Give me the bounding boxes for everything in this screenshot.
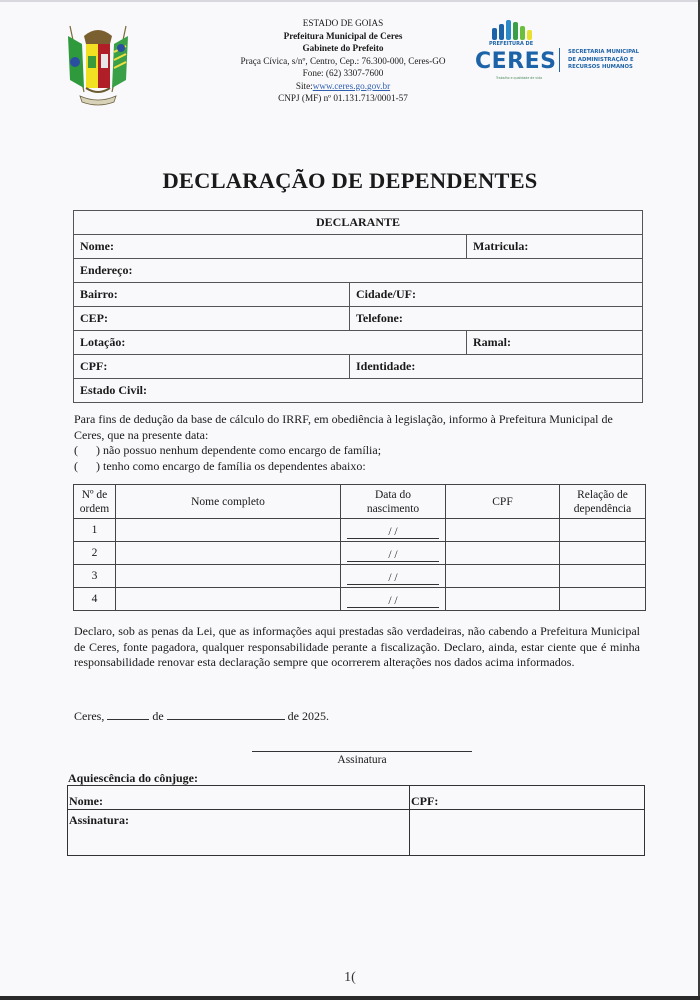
header-line: Data do xyxy=(374,488,412,501)
spouse-cpf-field[interactable]: CPF: xyxy=(410,786,645,810)
identidade-field[interactable]: Identidade: xyxy=(350,355,643,379)
page-edge xyxy=(0,996,700,1000)
option-has-dependents xyxy=(74,459,366,475)
birth-date-cell[interactable] xyxy=(341,519,446,542)
row-number: 2 xyxy=(74,542,116,565)
year-label: de 2025. xyxy=(287,709,329,723)
table-row xyxy=(74,565,646,588)
phone: Fone: (62) 3307-7600 xyxy=(302,68,384,78)
telefone-field[interactable]: Telefone: xyxy=(350,307,643,331)
checkbox-close[interactable]: ) xyxy=(96,459,100,473)
spouse-empty-cell[interactable] xyxy=(410,810,645,856)
row-number: 3 xyxy=(74,565,116,588)
row-number: 1 xyxy=(74,519,116,542)
col-header-birth xyxy=(341,485,446,519)
name-cell[interactable] xyxy=(116,588,341,611)
dependents-table xyxy=(73,484,646,611)
ramal-field[interactable]: Ramal: xyxy=(467,331,643,355)
secretaria-line: RECURSOS HUMANOS xyxy=(568,64,633,70)
name-cell[interactable] xyxy=(116,542,341,565)
name-cell[interactable] xyxy=(116,565,341,588)
relation-cell[interactable] xyxy=(560,565,646,588)
prefecture-name: Prefeitura Municipal de Ceres xyxy=(283,30,403,41)
de-label: de xyxy=(152,709,164,723)
date-placeholder: / / xyxy=(388,595,398,607)
option-text: tenho como encargo de família os dependentes abaixo: xyxy=(103,459,366,473)
signature-label: Assinatura xyxy=(337,754,387,766)
logo-divider xyxy=(559,48,560,72)
date-underline xyxy=(347,607,439,608)
ceres-tagline: Trabalho e qualidade de vida xyxy=(496,76,543,80)
birth-date-cell[interactable] xyxy=(341,588,446,611)
birth-date-cell[interactable] xyxy=(341,565,446,588)
office-name: Gabinete do Prefeito xyxy=(302,43,384,53)
date-underline xyxy=(347,584,439,585)
secretaria-name xyxy=(568,49,639,72)
state-name: ESTADO DE GOIAS xyxy=(302,18,384,28)
cpf-cell[interactable] xyxy=(446,588,560,611)
declarante-table xyxy=(73,210,643,403)
col-header-cpf: CPF xyxy=(446,485,560,519)
declaration-paragraph: Declaro, sob as penas da Lei, que as informações aqui prestadas são verdadeiras, não cabendo a Prefeitura Municipal de Ceres, fonte pagadora, qualquer responsabilidade perante a fiscalização. Declaro, ainda, estar ciente que é minha responsabilidade renovar esta declaração sempre que ocorrerem alterações nos dados acima informados. xyxy=(74,624,640,669)
row-number: 4 xyxy=(74,588,116,611)
ceres-logo xyxy=(472,16,662,78)
site-label: Site: xyxy=(295,80,313,91)
checkbox-open[interactable]: ( xyxy=(74,459,78,473)
place-date-line xyxy=(74,709,329,724)
date-underline xyxy=(347,561,439,562)
header-line: Nº de xyxy=(81,488,108,501)
col-header-name: Nome completo xyxy=(116,485,341,519)
document-title: DECLARAÇÃO DE DEPENDENTES xyxy=(162,168,538,193)
endereco-field[interactable]: Endereço: xyxy=(74,259,643,283)
signature-line[interactable] xyxy=(252,751,472,752)
site-link[interactable]: www.ceres.go.gov.br xyxy=(312,80,391,91)
secretaria-line: SECRETARIA MUNICIPAL xyxy=(568,49,640,55)
letterhead xyxy=(218,17,468,105)
matricula-field[interactable]: Matricula: xyxy=(467,235,643,259)
page-edge xyxy=(0,0,700,2)
option-no-dependents xyxy=(74,443,381,459)
city-label: Ceres, xyxy=(74,709,105,723)
header-line: ordem xyxy=(79,502,110,515)
header-line: nascimento xyxy=(366,502,420,515)
bairro-field[interactable]: Bairro: xyxy=(74,283,350,307)
cnpj: CNPJ (MF) nº 01.131.713/0001-57 xyxy=(278,93,408,103)
declarante-heading: DECLARANTE xyxy=(74,211,643,235)
col-header-order xyxy=(74,485,116,519)
checkbox-close[interactable]: ) xyxy=(96,443,100,457)
cidade-uf-field[interactable]: Cidade/UF: xyxy=(350,283,643,307)
birth-date-cell[interactable] xyxy=(341,542,446,565)
date-placeholder: / / xyxy=(388,549,398,561)
month-blank[interactable] xyxy=(167,709,285,720)
day-blank[interactable] xyxy=(107,709,149,720)
cpf-cell[interactable] xyxy=(446,565,560,588)
ceres-bars-icon xyxy=(490,18,538,42)
nome-field[interactable]: Nome: xyxy=(74,235,467,259)
spouse-table xyxy=(67,785,645,856)
page-number: 1( xyxy=(344,970,356,985)
table-row xyxy=(74,542,646,565)
spouse-section-title: Aquiescência do cônjuge: xyxy=(68,771,198,785)
address: Praça Cívica, s/nº, Centro, Cep.: 76.300-000, Ceres-GO xyxy=(240,55,446,66)
estado-civil-field[interactable]: Estado Civil: xyxy=(74,379,643,403)
option-text: não possuo nenhum dependente como encargo de família; xyxy=(103,443,382,457)
header-line: dependência xyxy=(573,502,632,515)
intro-paragraph: Para fins de dedução da base de cálculo do IRRF, em obediência à legislação, informo à Prefeitura Municipal de Ceres, que na presente data: xyxy=(74,412,613,442)
secretaria-line: DE ADMINISTRAÇÃO E xyxy=(568,56,634,63)
relation-cell[interactable] xyxy=(560,588,646,611)
checkbox-open[interactable]: ( xyxy=(74,443,78,457)
lotacao-field[interactable]: Lotação: xyxy=(74,331,467,355)
cpf-cell[interactable] xyxy=(446,542,560,565)
cep-field[interactable]: CEP: xyxy=(74,307,350,331)
col-header-relation xyxy=(560,485,646,519)
relation-cell[interactable] xyxy=(560,542,646,565)
ceres-wordmark: CERES xyxy=(475,49,557,74)
site xyxy=(218,80,468,93)
header-line: Relação de xyxy=(577,488,628,501)
date-placeholder: / / xyxy=(388,572,398,584)
spouse-nome-field[interactable]: Nome: xyxy=(68,786,410,810)
name-cell[interactable] xyxy=(116,519,341,542)
date-placeholder: / / xyxy=(388,526,398,538)
table-row xyxy=(74,519,646,542)
prefeitura-de-label: PREFEITURA DE xyxy=(489,41,534,47)
table-row xyxy=(74,588,646,611)
cpf-cell[interactable] xyxy=(446,519,560,542)
relation-cell[interactable] xyxy=(560,519,646,542)
spouse-signature-field[interactable]: Assinatura: xyxy=(68,810,410,856)
coat-of-arms-logo xyxy=(62,22,134,110)
date-underline xyxy=(347,538,439,539)
cpf-field[interactable]: CPF: xyxy=(74,355,350,379)
